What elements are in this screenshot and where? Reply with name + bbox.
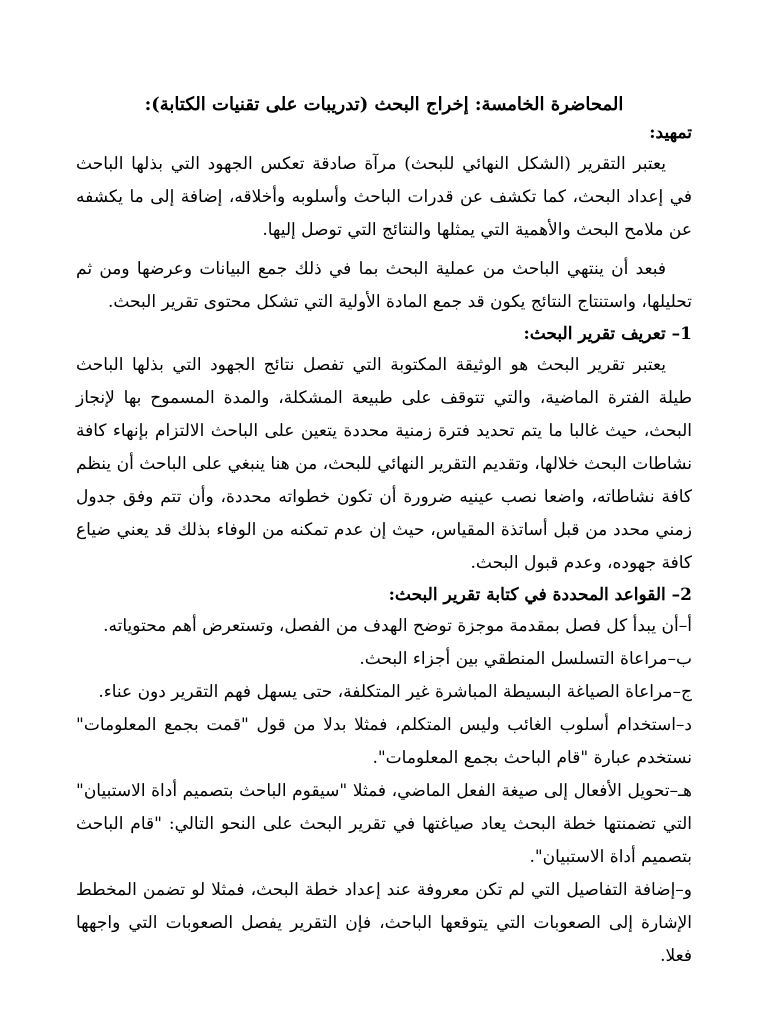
rule-item-e: هـ–تحويل الأفعال إلى صيغة الفعل الماضي، فمثلا "سيقوم الباحث بتصميم أداة الاستبيان" التي تضمنتها خطة البحث يعاد صياغتها في تقرير البحث على النحو التالي: "قام الباحث بتصميم أداة الاستبيان". [76,781,692,867]
intro-paragraph-2: فبعد أن ينتهي الباحث من عملية البحث بما في ذلك جمع البيانات وعرضها ومن ثم تحليلها، واستنتاج النتائج يكون قد جمع المادة الأولية التي تشكل محتوى تقرير البحث. [76,259,692,312]
rule-item-f: و–إضافة التفاصيل التي لم تكن معروفة عند إعداد خطة البحث، فمثلا لو تضمن المخطط الإشارة إلى الصعوبات التي يتوقعها الباحث، فإن التقرير يفصل الصعوبات التي واجهها فعلا. [76,880,692,966]
rule-item-d: د–استخدام أسلوب الغائب وليس المتكلم، فمثلا بدلا من قول "قمت بجمع المعلومات" نستخدم عبارة "قام الباحث بجمع المعلومات". [76,715,692,768]
section-1-paragraph: يعتبر تقرير البحث هو الوثيقة المكتوبة التي تفصل نتائج الجهود التي بذلها الباحث طيلة الفترة الماضية، والتي تتوقف على طبيعة المشكلة، والمدة المسموح بها لإنجاز البحث، حيث غالبا ما يتم تحديد فترة زمنية محددة يتعين على الباحث الالتزام بإنهاء كافة نشاطات البحث خلالها، وتقديم التقرير النهائي للبحث، من هنا ينبغي على الباحث أن ينظم كافة نشاطاته، واضعا نصب عينيه ضرورة أن تكون خطواته محددة، وأن تتم وفق جدول زمني محدد من قبل أساتذة المقياس، حيث إن عدم تمكنه من الوفاء بذلك قد يعني ضياع كافة جهوده، وعدم قبول البحث. [76,355,692,573]
intro-heading: تمهيد: [649,123,692,143]
intro-paragraph-1: يعتبر التقرير (الشكل النهائي للبحث) مرآة صادقة تعكس الجهود التي بذلها الباحث في إعداد البحث، كما تكشف عن قدرات الباحث وأسلوبه وأخلاقه، إضافة إلى ما يكشفه عن ملامح البحث والأهمية التي يمثلها والنتائج التي توصل إليها. [76,154,692,240]
lecture-title: المحاضرة الخامسة: إخراج البحث (تدريبات على تقنيات الكتابة): [144,94,624,115]
rule-item-b: ب–مراعاة التسلسل المنطقي بين أجزاء البحث. [359,649,692,669]
rule-item-a: أ–أن يبدأ كل فصل بمقدمة موجزة توضح الهدف من الفصل، وتستعرض أهم محتوياته. [103,616,692,636]
rule-item-c: ج–مراعاة الصياغة البسيطة المباشرة غير المتكلفة، حتى يسهل فهم التقرير دون عناء. [98,682,692,702]
section-1-heading: 1– تعريف تقرير البحث: [523,324,692,344]
section-2-heading: 2– القواعد المحددة في كتابة تقرير البحث: [388,585,692,605]
